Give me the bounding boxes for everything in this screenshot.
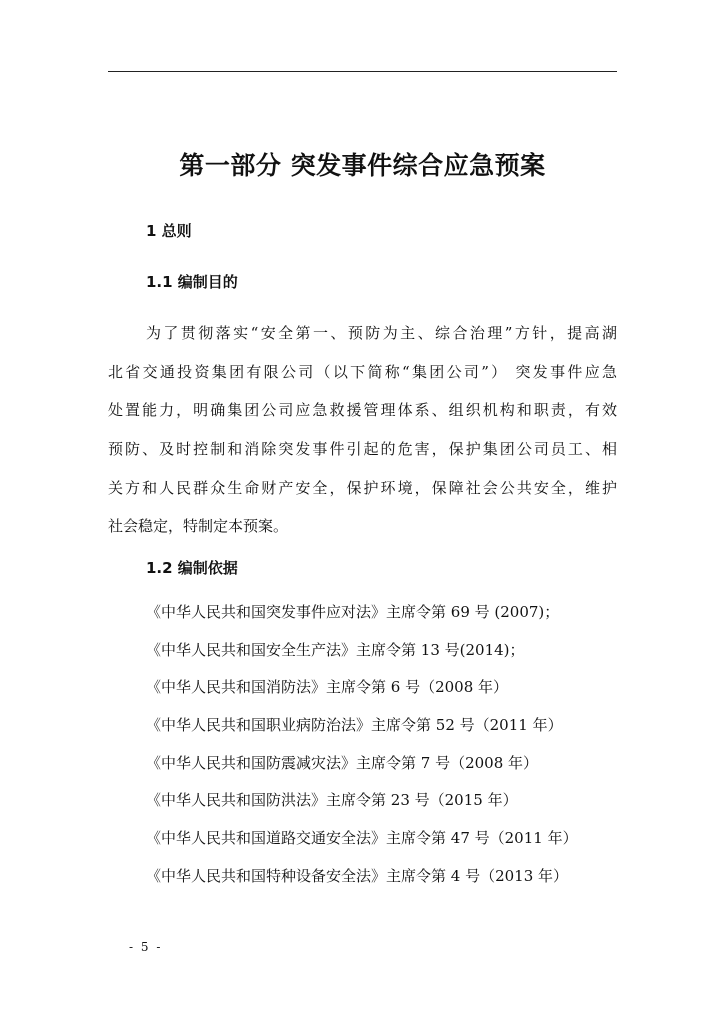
section-heading-purpose: 1.1 编制目的 [146,273,238,291]
purpose-paragraph [108,314,617,546]
page-number: - 5 - [129,940,163,954]
reference-item: 《中华人民共和国道路交通安全法》主席令第 47 号（2011 年） [146,829,578,848]
page-title: 第一部分 突发事件综合应急预案 [179,151,546,180]
header-rule [108,71,617,72]
section-heading-general: 1 总则 [146,222,192,240]
reference-item: 《中华人民共和国防震减灾法》主席令第 7 号（2008 年） [146,753,539,772]
reference-item: 《中华人民共和国突发事件应对法》主席令第 69 号 (2007)； [146,603,560,621]
paragraph-line: 北省交通投资集团有限公司（以下简称“集团公司”） 突发事件应急 [108,362,617,381]
reference-item: 《中华人民共和国安全生产法》主席令第 13 号(2014)； [146,640,525,659]
reference-item: 《中华人民共和国职业病防治法》主席令第 52 号（2011 年） [146,716,563,735]
paragraph-line: 为了贯彻落实“安全第一、预防为主、综合治理”方针，提高湖 [146,324,617,342]
paragraph-line: 预防、及时控制和消除突发事件引起的危害，保护集团公司员工、相 [108,440,617,459]
paragraph-line: 关方和人民群众生命财产安全，保护环境，保障社会公共安全，维护 [108,478,617,497]
paragraph-line: 处置能力，明确集团公司应急救援管理体系、组织机构和职责，有效 [108,401,617,420]
paragraph-line: 社会稳定，特制定本预案。 [108,517,289,536]
reference-item: 《中华人民共和国消防法》主席令第 6 号（2008 年） [146,678,509,697]
section-heading-basis: 1.2 编制依据 [146,559,238,577]
reference-item: 《中华人民共和国防洪法》主席令第 23 号（2015 年） [146,791,518,810]
reference-item: 《中华人民共和国特种设备安全法》主席令第 4 号（2013 年） [146,866,569,885]
reference-list [146,598,616,900]
